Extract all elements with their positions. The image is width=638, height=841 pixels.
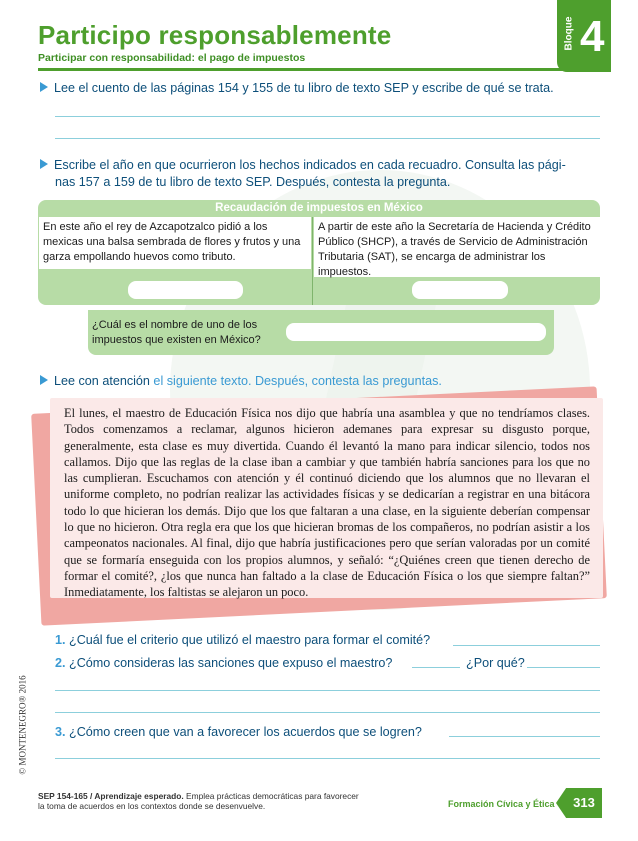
answer-line[interactable] xyxy=(55,116,600,117)
table-cell-left: En este año el rey de Azcapotzalco pidió a los mexicas una balsa sembrada de flores y frutos y una garza empollando huevos como tributo. xyxy=(39,217,311,269)
tax-table-heading: Recaudación de impuestos en México xyxy=(215,202,423,214)
answer-line[interactable] xyxy=(55,758,600,759)
question-text: ¿Cuál fue el criterio que utilizó el maestro para formar el comité? xyxy=(69,633,431,647)
instruction-1-text: Lee el cuento de las páginas 154 y 155 de tu libro de texto SEP y escribe de qué se trata. xyxy=(54,81,554,95)
footer-reference-bold: SEP 154-165 / Aprendizaje esperado. xyxy=(38,791,184,801)
question-text: ¿Cómo consideras las sanciones que expuso el maestro? xyxy=(69,656,393,670)
answer-line[interactable] xyxy=(453,645,600,646)
year-answer-field-right[interactable] xyxy=(412,281,508,299)
table-cell-right: A partir de este año la Secretaría de Hacienda y Crédito Público (SHCP), a través de Servicio de Administración Tributaria (SAT), se encarga de administrar los impuestos. xyxy=(314,217,600,277)
tax-question: ¿Cuál es el nombre de uno de los impuestos que existen en México? xyxy=(92,319,261,346)
instruction-3-rest: el siguiente texto. Después, contesta las preguntas. xyxy=(149,374,442,388)
page-title: Participo responsablemente xyxy=(38,20,392,50)
question-number: 1. xyxy=(55,633,66,647)
story-text: El lunes, el maestro de Educación Física nos dijo que habría una asamblea y que no tendríamos clases. Todos comenzamos a reclamar, algunos hicieron ademanes para expresar su disgusto porque, generalmente, esta clase es muy divertida. Cuando él levantó la mano para indicar silencio, todos nos callamos. Dijo que las reglas de la clase iban a cambiar y que también habría sanciones para los que no las cumplieran. Escuchamos con atención y él continuó diciendo que los alumnos que no llevaran el uniforme completo, no podrían realizar las actividades físicas y se dedicarían a registrar en una bitácora todo lo que hicieran los demás. Dijo que los que faltaran a una clase, en la siguiente deberían compensar lo que no hicieron. Otra regla era que los que hicieran bromas de los compañeros, no podrían asistir a los campeonatos nacionales. Al final, dijo que habría justificaciones pero que serían valoradas por un comité que se formaría enseguida con los propios alumnos, y señaló: “¿Quiénes creen que tienen derecho de formar el comité?, ¿los que nunca han faltado a la clase de Educación Física o los que siempre faltan?” Inmediatamente, los faltistas se alejaron un poco. xyxy=(64,406,590,600)
question-text: ¿Cómo creen que van a favorecer los acuerdos que se logren? xyxy=(69,725,422,739)
footer-reference xyxy=(38,791,359,811)
bloque-label: Bloque xyxy=(563,16,575,51)
answer-line[interactable] xyxy=(55,712,600,713)
question-2-why: ¿Por qué? xyxy=(466,656,525,670)
answer-line[interactable] xyxy=(412,667,460,668)
page-subtitle: Participar con responsabilidad: el pago de impuestos xyxy=(38,52,306,64)
answer-line[interactable] xyxy=(449,736,600,737)
copyright-notice: © MONTENEGRO® 2016 xyxy=(17,675,28,775)
question-number: 3. xyxy=(55,725,66,739)
instruction-2-line2: nas 157 a 159 de tu libro de texto SEP. Después, contesta la pregunta. xyxy=(55,175,451,189)
question-number: 2. xyxy=(55,656,66,670)
instruction-3-lead: Lee con atención xyxy=(54,374,150,388)
answer-line[interactable] xyxy=(55,138,600,139)
question-2 xyxy=(55,656,392,670)
subject-name: Formación Cívica y Ética xyxy=(448,799,555,809)
year-answer-field-left[interactable] xyxy=(128,281,243,299)
question-1 xyxy=(55,633,430,647)
bloque-number: 4 xyxy=(580,12,605,61)
triangle-bullet-icon xyxy=(40,82,48,92)
instruction-2 xyxy=(40,157,566,174)
instruction-1 xyxy=(40,80,554,97)
table-divider xyxy=(312,217,313,305)
instruction-3 xyxy=(40,373,442,390)
answer-line[interactable] xyxy=(527,667,600,668)
triangle-bullet-icon xyxy=(40,375,48,385)
answer-line[interactable] xyxy=(55,690,600,691)
page-number: 313 xyxy=(573,795,595,810)
triangle-bullet-icon xyxy=(40,159,48,169)
header-divider xyxy=(38,68,563,71)
instruction-2-line1: Escribe el año en que ocurrieron los hechos indicados en cada recuadro. Consulta las pági- xyxy=(54,158,566,172)
tax-answer-field[interactable] xyxy=(286,323,546,341)
question-3 xyxy=(55,725,422,739)
footer-reference-rest: Emplea prácticas democráticas para favorecer xyxy=(183,791,359,801)
footer-reference-line2: la toma de acuerdos en los contextos donde se desenvuelve. xyxy=(38,801,266,811)
